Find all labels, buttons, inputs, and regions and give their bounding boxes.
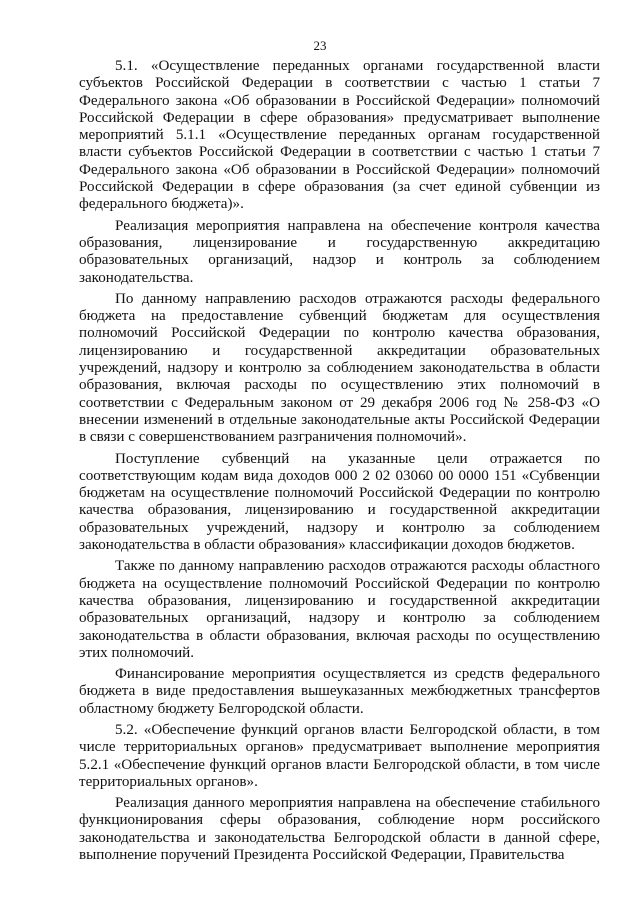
paragraph-5-2: 5.2. «Обеспечение функций органов власти Белгородской области, в том числе территориальных органов» предусматривает выполнение мероприятия 5.2.1 «Обеспечение функций органов власти Белгородской области, в том числе территориальных органов».	[79, 721, 600, 790]
document-body	[79, 58, 600, 868]
page-number: 23	[313, 38, 327, 53]
paragraph-federal-budget-expenses: По данному направлению расходов отражаются расходы федерального бюджета на предоставление субвенций бюджетам для осуществления полномочий Российской Федерации по контролю качества образования, лицензированию и государственной аккредитации образовательных учреждений, надзору и контролю за соблюдением законодательства в области образования, включая расходы по осуществлению этих полномочий в соответствии с Федеральным законом от 29 декабря 2006 год № 258-ФЗ «О внесении изменений в отдельные законодательные акты Российской Федерации в связи с совершенствованием разграничения полномочий».	[79, 290, 600, 446]
paragraph-financing: Финансирование мероприятия осуществляется из средств федерального бюджета в виде предоставления вышеуказанных межбюджетных трансфертов областному бюджету Белгородской области.	[79, 666, 600, 717]
paragraph-implementation: Реализация данного мероприятия направлена на обеспечение стабильного функционирования сферы образования, соблюдение норм российского законодательства и законодательства Белгородской области в данной сфере, выполнение поручений Президента Российской Федерации, Правительства	[79, 795, 600, 864]
paragraph-subvention-receipt: Поступление субвенций на указанные цели отражается по соответствующим кодам вида доходов 000 2 02 03060 00 0000 151 «Субвенции бюджетам на осуществление полномочий Российской Федерации по контролю качества образования, лицензированию и государственной аккредитации образовательных учреждений, надзору и контролю за соблюдением законодательства в области образования» классификации доходов бюджетов.	[79, 450, 600, 554]
paragraph-quality-control: Реализация мероприятия направлена на обеспечение контроля качества образования, лицензирование и государственную аккредитацию образовательных организаций, надзор и контроль за соблюдением законодательства.	[79, 217, 600, 286]
paragraph-regional-budget-expenses: Также по данному направлению расходов отражаются расходы областного бюджета на осуществление полномочий Российской Федерации по контролю качества образования, лицензированию и государственной аккредитации образовательных организаций, надзору и контролю за соблюдением законодательства в области образования, включая расходы по осуществлению этих полномочий.	[79, 558, 600, 661]
paragraph-5-1: 5.1. «Осуществление переданных органами государственной власти субъектов Российской Федерации в соответствии с частью 1 статьи 7 Федерального закона «Об образовании в Российской Федерации» полномочий Российской Федерации в сфере образования» предусматривает выполнение мероприятий 5.1.1 «Осуществление переданных органам государственной власти субъектов Российской Федерации в соответствии с частью 1 статьи 7 Федерального закона «Об образовании в Российской Федерации» полномочий Российской Федерации в сфере образования (за счет единой субвенции из федерального бюджета)».	[79, 58, 600, 213]
